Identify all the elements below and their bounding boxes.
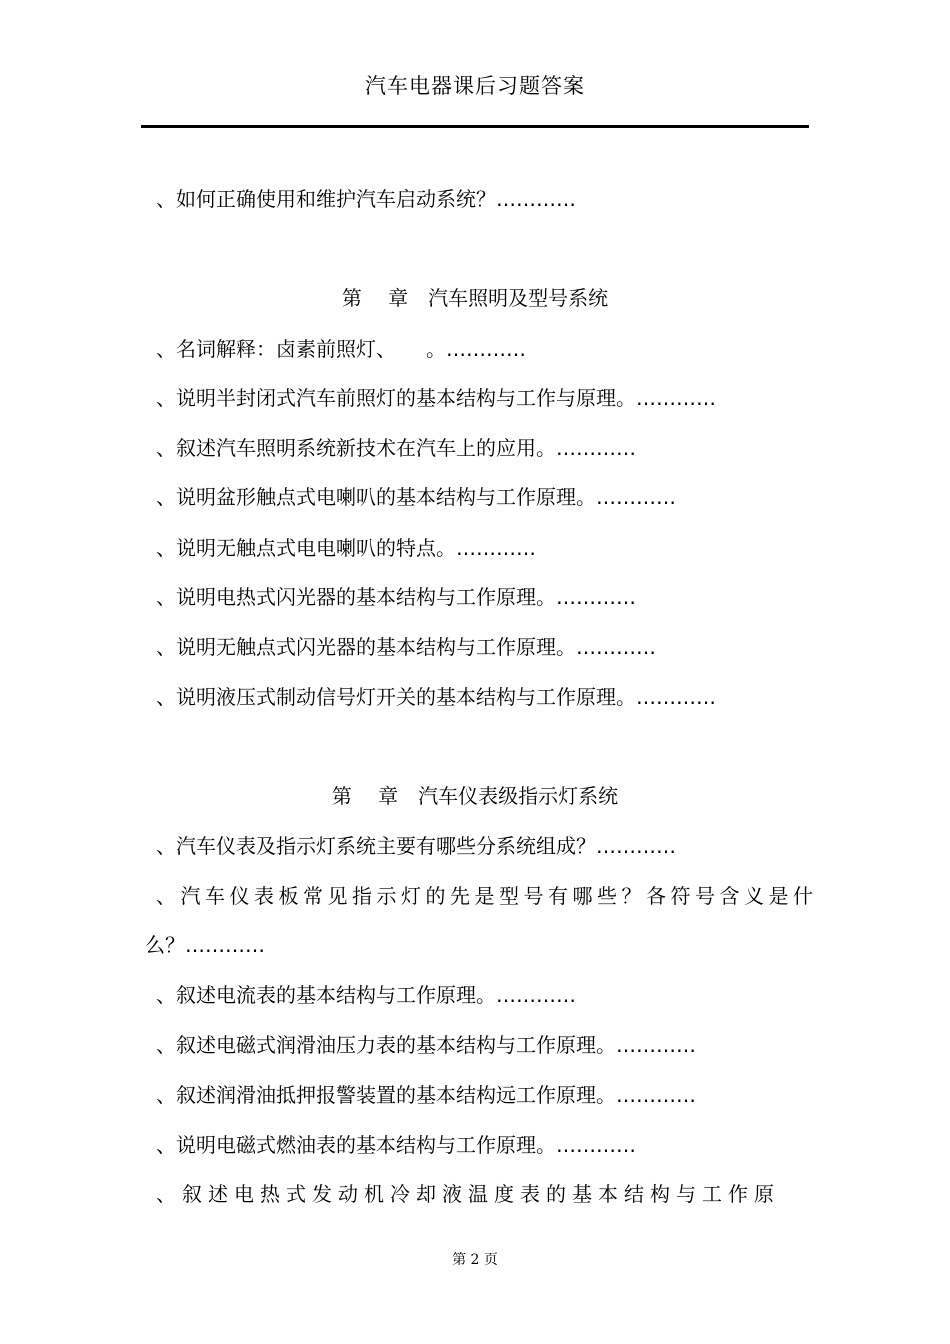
- question-line: 、叙述电流表的基本结构与工作原理。…………: [156, 983, 576, 1007]
- header-divider: [141, 125, 809, 128]
- chapter-heading: 第 章 汽车照明及型号系统: [341, 286, 609, 310]
- question-line: 、叙述电热式发动机冷却液温度表的基本结构与工作原: [156, 1182, 780, 1206]
- question-line: 、说明盆形触点式电喇叭的基本结构与工作原理。…………: [156, 485, 676, 509]
- question-line: 、说明电热式闪光器的基本结构与工作原理。…………: [156, 585, 636, 609]
- question-line: 、说明无触点式闪光器的基本结构与工作原理。…………: [156, 635, 656, 659]
- question-line: 、叙述汽车照明系统新技术在汽车上的应用。…………: [156, 436, 636, 460]
- question-line: 、汽车仪表及指示灯系统主要有哪些分系统组成？…………: [156, 834, 676, 858]
- question-line: 、如何正确使用和维护汽车启动系统？…………: [156, 187, 576, 211]
- question-line: 、说明液压式制动信号灯开关的基本结构与工作原理。…………: [156, 685, 716, 709]
- question-line: 、叙述润滑油抵押报警装置的基本结构远工作原理。…………: [156, 1083, 696, 1107]
- question-line: 、说明半封闭式汽车前照灯的基本结构与工作与原理。…………: [156, 386, 716, 410]
- question-line: 、名词解释：卤素前照灯、 。…………: [156, 337, 526, 361]
- question-line: 、说明无触点式电电喇叭的特点。…………: [156, 536, 536, 560]
- question-line-continuation: 么？…………: [145, 933, 265, 957]
- question-line: 、说明电磁式燃油表的基本结构与工作原理。…………: [156, 1133, 636, 1157]
- page-number: 第 2 页: [452, 1252, 498, 1268]
- question-line: 、叙述电磁式润滑油压力表的基本结构与工作原理。…………: [156, 1033, 696, 1057]
- chapter-heading: 第 章 汽车仪表级指示灯系统: [331, 784, 619, 808]
- document-header-title: 汽车电器课后习题答案: [365, 74, 585, 98]
- question-line: 、汽车仪表板常见指示灯的先是型号有哪些？各符号含义是什: [156, 884, 818, 908]
